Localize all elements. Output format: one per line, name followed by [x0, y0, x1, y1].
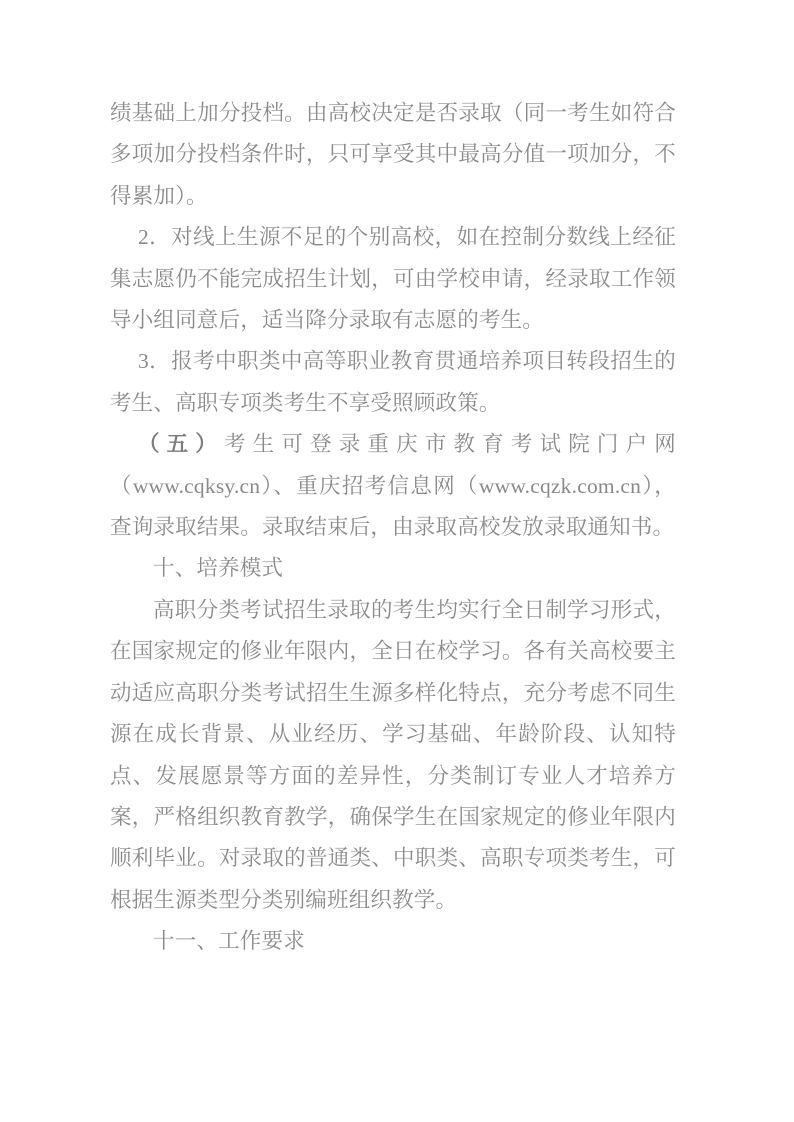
document-content [110, 93, 676, 963]
section-heading-11: 十一、工作要求 [153, 929, 305, 954]
paragraph-numbered-item-2: 2．对线上生源不足的个别高校，如在控制分数线上经征集志愿仍不能完成招生计划，可由学校申请，经录取工作领导小组同意后，适当降分录取有志愿的考生。 [110, 225, 676, 333]
paragraph-training-mode: 高职分类考试招生录取的考生均实行全日制学习形式，在国家规定的修业年限内，全日在校学习。各有关高校要主动适应高职分类考试招生生源多样化特点，充分考虑不同生源在成长背景、从业经历、学习基础、年龄阶段、认知特点、发展愿景等方面的差异性，分类制订专业人才培养方案，严格组织教育教学，确保学生在国家规定的修业年限内顺利毕业。对录取的普通类、中职类、高职专项类考生，可根据生源类型分类别编班组织教学。 [110, 597, 676, 912]
item-wu-text: 考生可登录重庆市教育考试院门户网（www.cqksy.cn）、重庆招考信息网（www.cqzk.com.cn），查询录取结果。录取结束后，由录取高校发放录取通知书。 [110, 432, 676, 540]
item-wu-label: （五） [137, 432, 224, 457]
paragraph-numbered-item-3: 3．报考中职类中高等职业教育贯通培养项目转段招生的考生、高职专项类考生不享受照顾政策。 [110, 349, 676, 415]
paragraph-item-wu [110, 424, 676, 548]
section-heading-10: 十、培养模式 [153, 556, 284, 581]
paragraph-continuation: 绩基础上加分投档。由高校决定是否录取（同一考生如符合多项加分投档条件时，只可享受其中最高分值一项加分，不得累加）。 [110, 101, 676, 208]
